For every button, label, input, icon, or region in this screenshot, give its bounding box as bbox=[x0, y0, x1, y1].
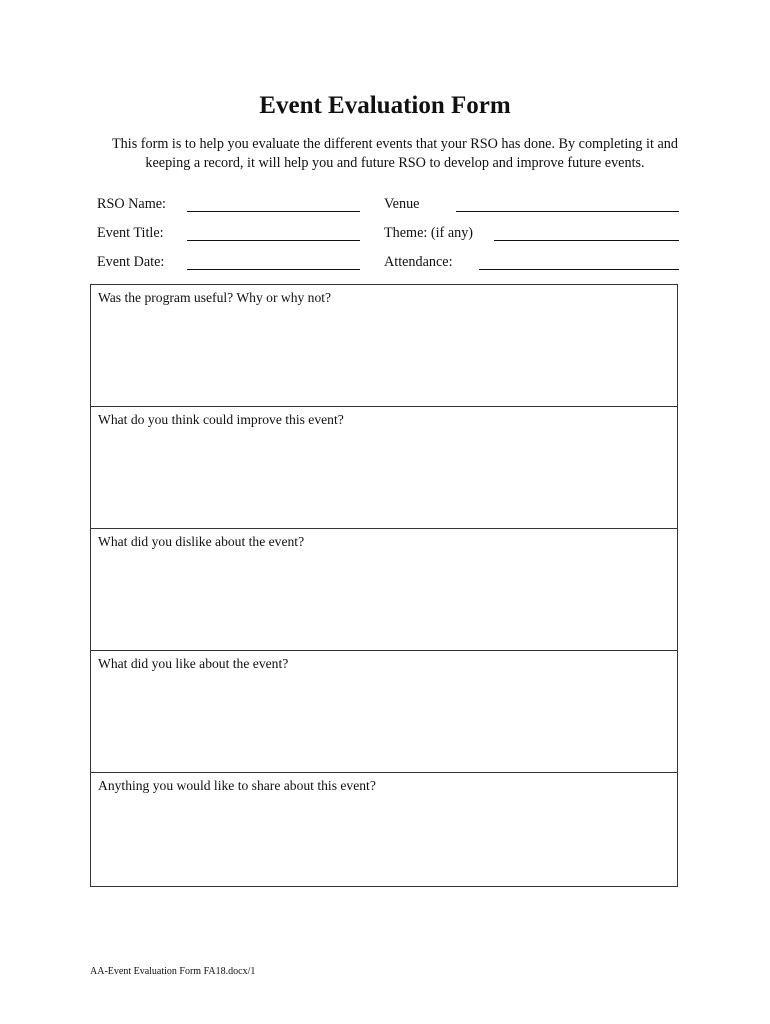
intro-line-2: keeping a record, it will help you and future RSO to develop and improve future events. bbox=[145, 155, 645, 171]
event-date-line[interactable] bbox=[187, 269, 360, 270]
theme-line[interactable] bbox=[494, 240, 679, 241]
question-like: What did you like about the event? bbox=[98, 656, 289, 671]
form-intro bbox=[90, 135, 700, 173]
question-box-useful[interactable] bbox=[91, 285, 677, 407]
question-box-improve[interactable] bbox=[91, 407, 677, 529]
attendance-line[interactable] bbox=[479, 269, 679, 270]
intro-line-1: This form is to help you evaluate the different events that your RSO has done. By completing it and bbox=[112, 136, 678, 152]
attendance-label: Attendance: bbox=[384, 254, 453, 270]
event-title-label: Event Title: bbox=[97, 225, 164, 241]
document-footer: AA-Event Evaluation Form FA18.docx/1 bbox=[90, 966, 256, 977]
event-title-line[interactable] bbox=[187, 240, 360, 241]
question-box-dislike[interactable] bbox=[91, 529, 677, 651]
rso-name-line[interactable] bbox=[187, 211, 360, 212]
question-box-share[interactable] bbox=[91, 773, 677, 886]
venue-line[interactable] bbox=[456, 211, 679, 212]
rso-name-label: RSO Name: bbox=[97, 196, 166, 212]
question-share: Anything you would like to share about this event? bbox=[98, 778, 376, 793]
theme-label: Theme: (if any) bbox=[384, 225, 474, 241]
questions-table bbox=[90, 284, 678, 887]
venue-label: Venue bbox=[384, 196, 420, 212]
question-box-like[interactable] bbox=[91, 651, 677, 773]
form-title: Event Evaluation Form bbox=[259, 92, 511, 119]
question-improve: What do you think could improve this event? bbox=[98, 412, 344, 427]
question-dislike: What did you dislike about the event? bbox=[98, 534, 305, 549]
question-useful: Was the program useful? Why or why not? bbox=[98, 290, 332, 305]
event-date-label: Event Date: bbox=[97, 254, 165, 270]
